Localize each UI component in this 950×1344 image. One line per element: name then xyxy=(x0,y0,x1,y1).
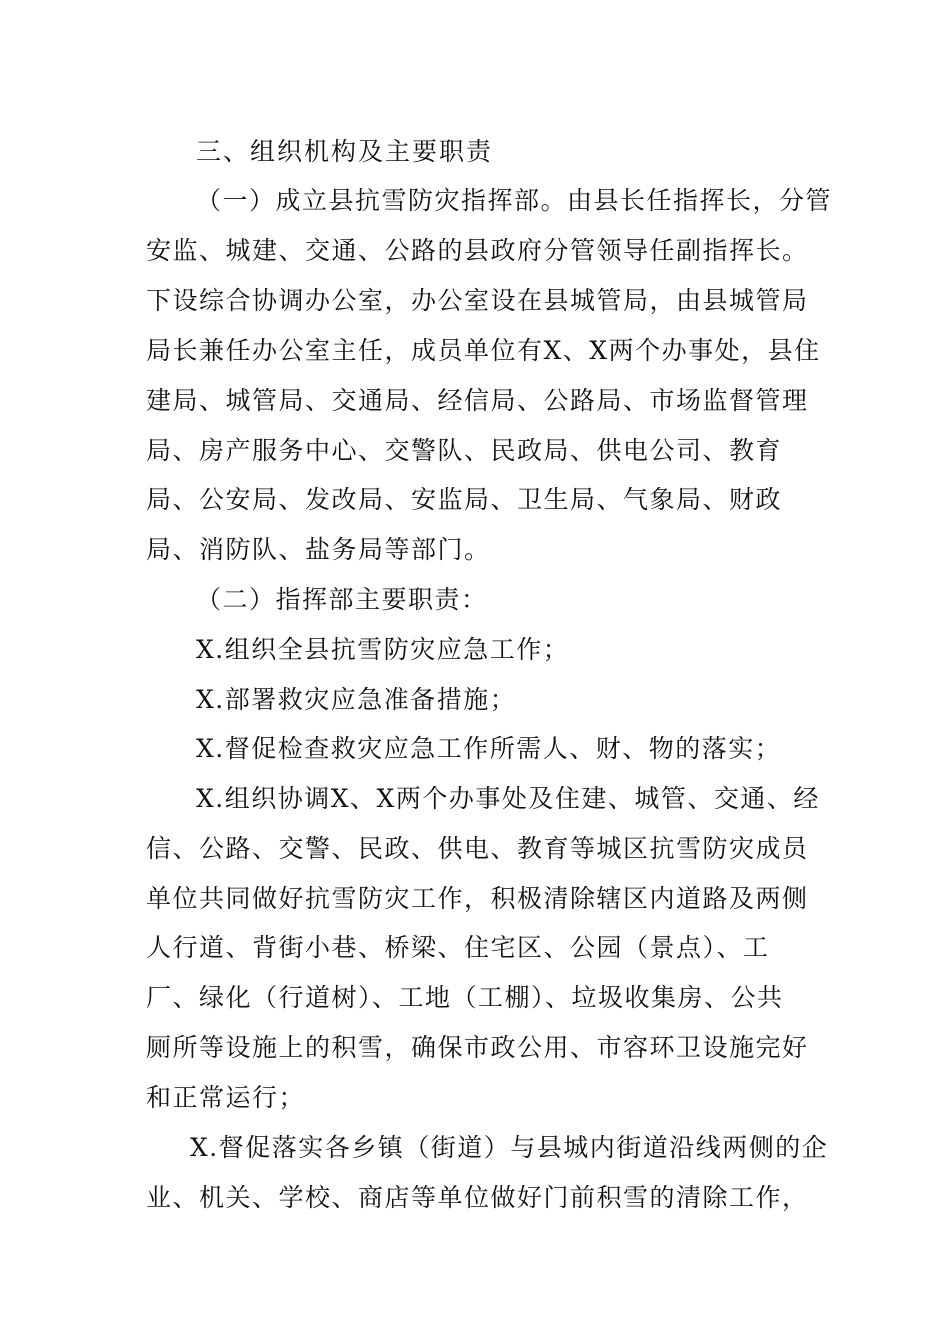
paragraph-line: 人行道、背街小巷、桥梁、住宅区、公园（景点）、工 xyxy=(146,933,770,962)
list-item: X.督促落实各乡镇（街道）与县城内街道沿线两侧的企 xyxy=(190,1133,829,1162)
paragraph-line: 局长兼任办公室主任，成员单位有X、X两个办事处，县住 xyxy=(146,336,821,365)
section-heading: 三、组织机构及主要职责 xyxy=(196,137,494,166)
paragraph-line: （一）成立县抗雪防灾指挥部。由县长任指挥长，分管 xyxy=(196,186,833,215)
list-item: X.组织全县抗雪防灾应急工作； xyxy=(196,635,570,664)
list-item: X.督促检查救灾应急工作所需人、财、物的落实； xyxy=(196,734,782,763)
list-item: X.组织协调X、X两个办事处及住建、城管、交通、经 xyxy=(196,784,820,813)
paragraph-line: 下设综合协调办公室，办公室设在县城管局，由县城管局 xyxy=(146,286,809,315)
paragraph-line: 信、公路、交警、民政、供电、教育等城区抗雪防灾成员 xyxy=(146,834,809,863)
paragraph-line: 局、公安局、发改局、安监局、卫生局、气象局、财政 xyxy=(146,485,783,514)
list-item: X.部署救灾应急准备措施； xyxy=(196,685,517,714)
paragraph-line: 建局、城管局、交通局、经信局、公路局、市场监督管理 xyxy=(146,386,809,415)
paragraph-line: 厕所等设施上的积雪，确保市政公用、市容环卫设施完好 xyxy=(146,1033,809,1062)
paragraph-line: 厂、绿化（行道树）、工地（工棚）、垃圾收集房、公共 xyxy=(146,983,784,1012)
paragraph-line: 局、房产服务中心、交警队、民政局、供电公司、教育 xyxy=(146,436,783,465)
paragraph-line: 和正常运行； xyxy=(146,1083,306,1112)
paragraph-line: 业、机关、学校、商店等单位做好门前积雪的清除工作， xyxy=(146,1183,809,1212)
paragraph-line: 安监、城建、交通、公路的县政府分管领导任副指挥长。 xyxy=(146,236,809,265)
paragraph-line: 局、消防队、盐务局等部门。 xyxy=(146,535,491,564)
subsection-heading: （二）指挥部主要职责： xyxy=(196,585,488,614)
paragraph-line: 单位共同做好抗雪防灾工作，积极清除辖区内道路及两侧 xyxy=(146,884,809,913)
